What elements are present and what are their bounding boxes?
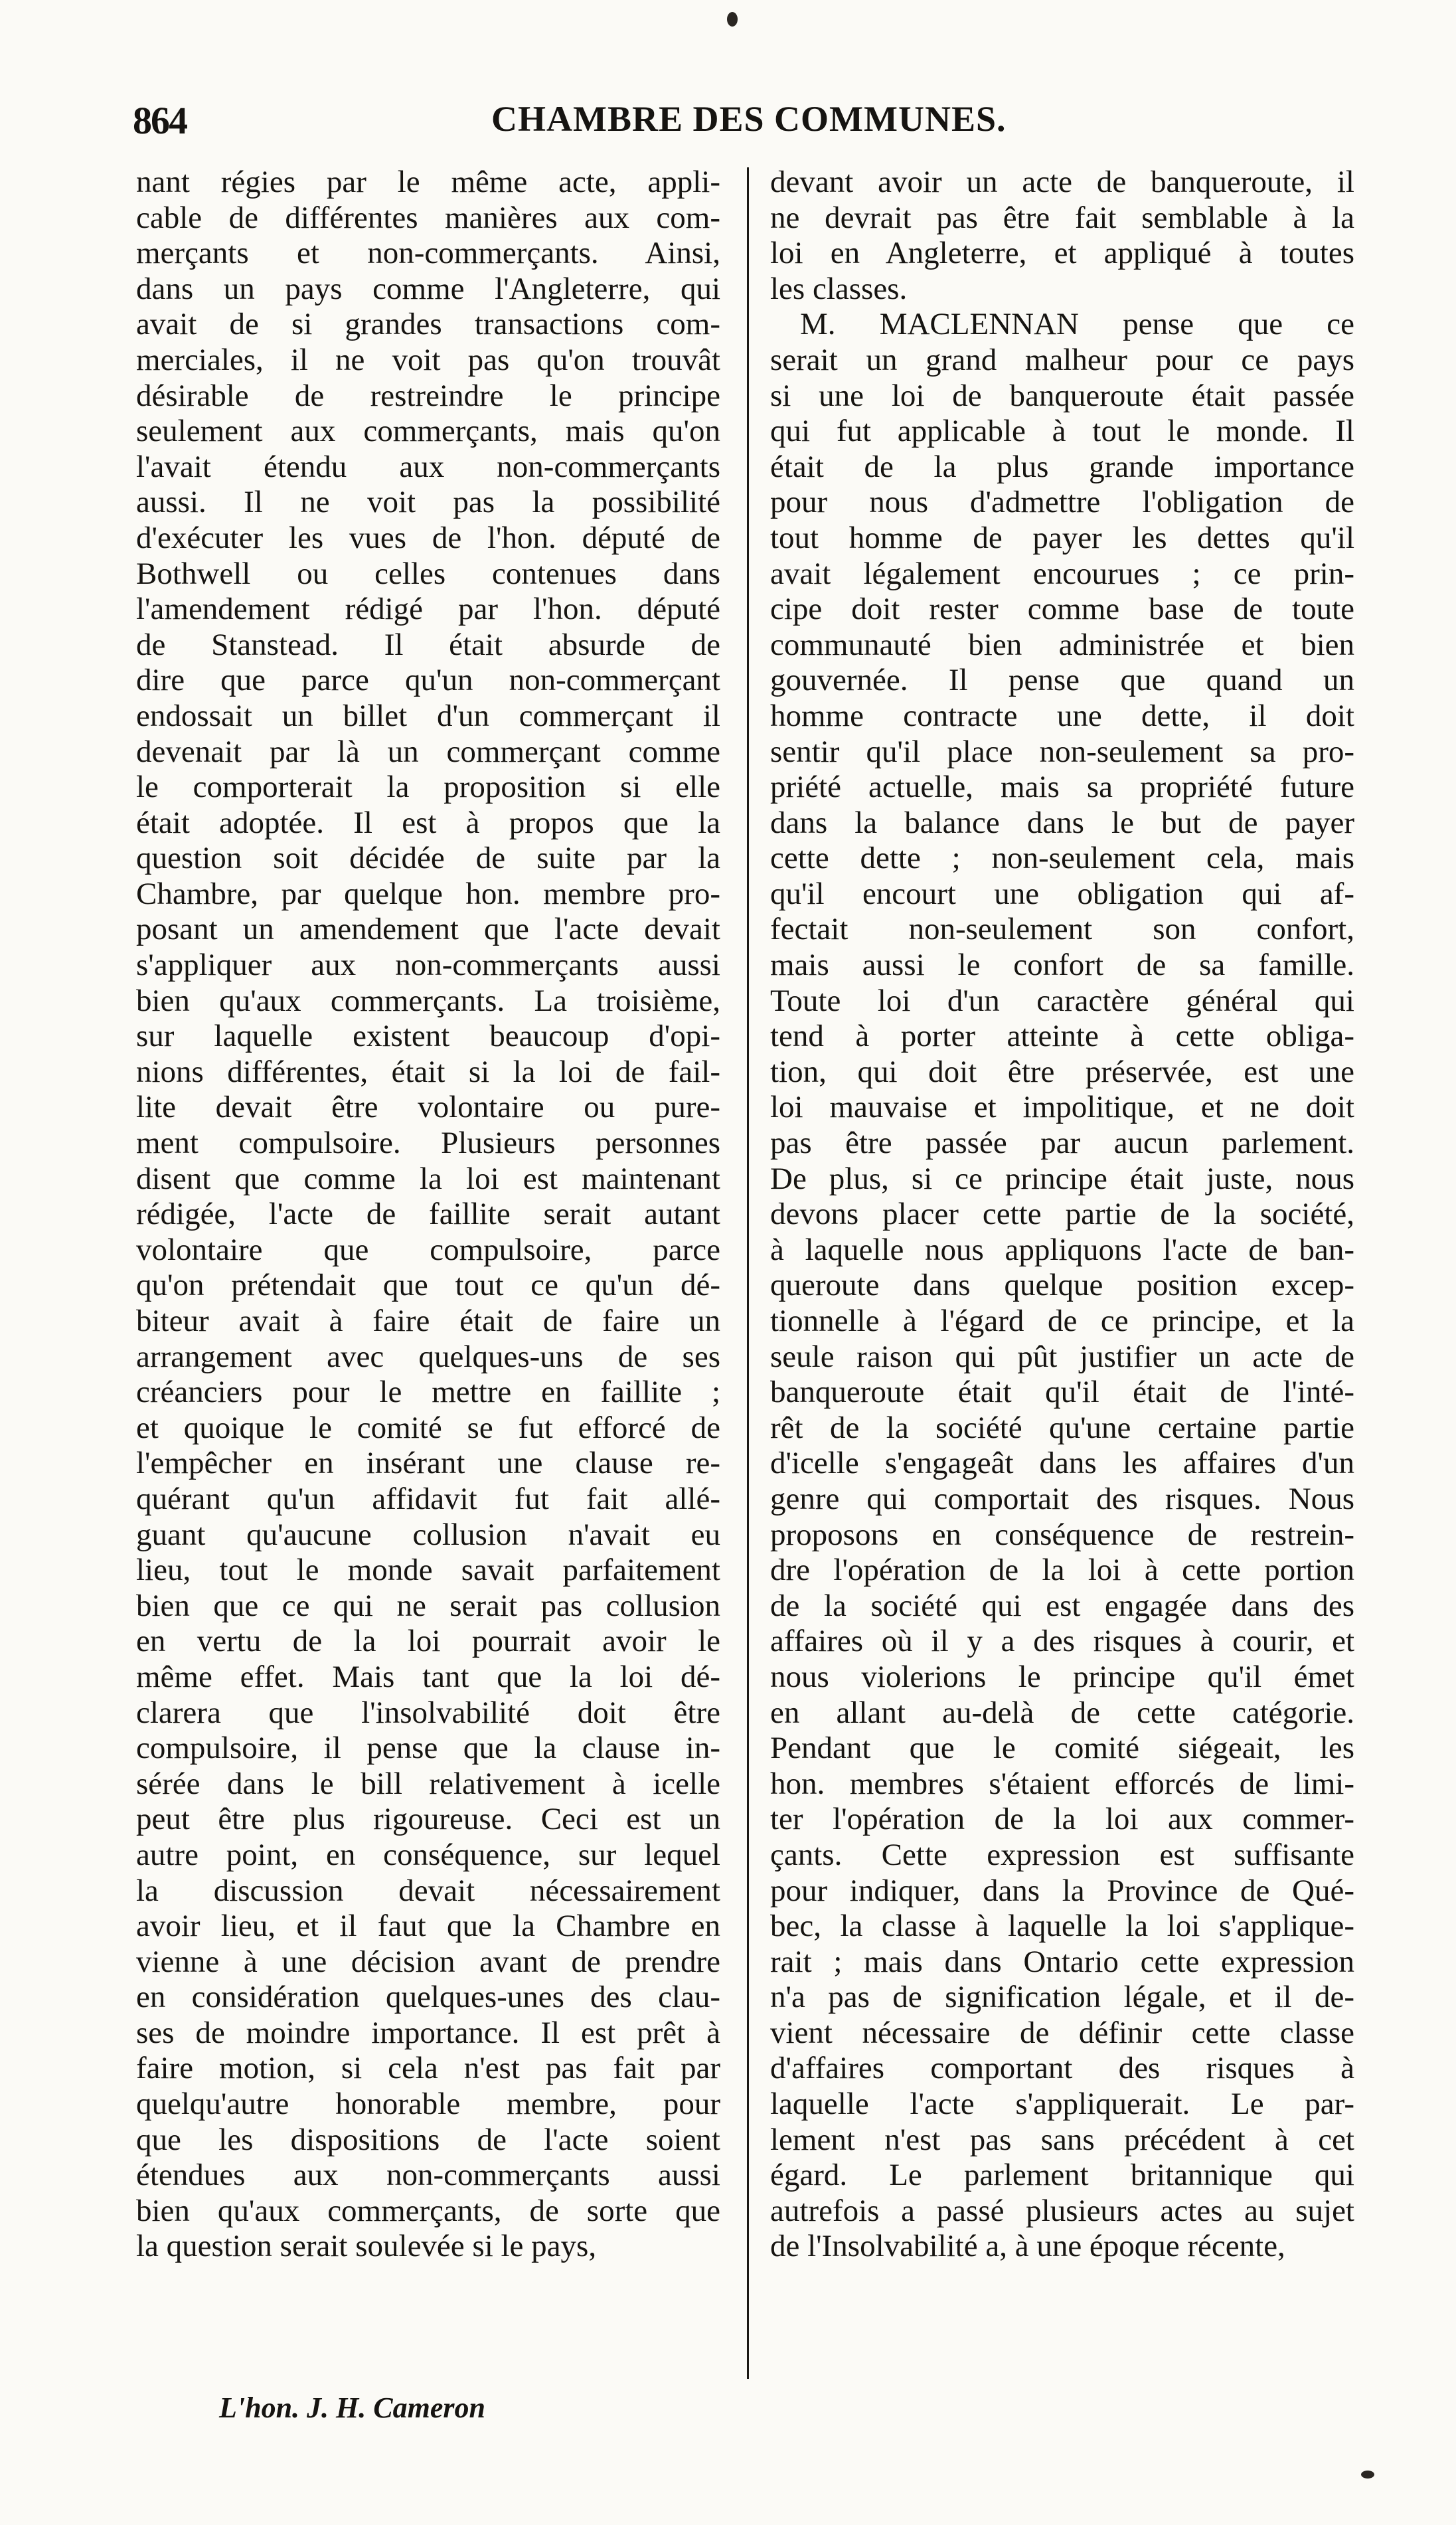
text-line: nous violerions le principe qu'il émet bbox=[770, 1659, 1354, 1694]
text-line: dire que parce qu'un non-commerçant bbox=[136, 663, 720, 698]
right-column bbox=[770, 165, 1354, 2265]
text-line: l'amendement rédigé par l'hon. député bbox=[136, 592, 720, 627]
text-line: en considération quelques-unes des clau- bbox=[136, 1980, 720, 2015]
text-line: rait ; mais dans Ontario cette expression bbox=[770, 1944, 1354, 1979]
text-line: pour nous d'admettre l'obligation de bbox=[770, 485, 1354, 520]
text-line: lieu, tout le monde savait parfaitement bbox=[136, 1553, 720, 1588]
page-number: 864 bbox=[133, 99, 187, 142]
text-line: quelqu'autre honorable membre, pour bbox=[136, 2087, 720, 2122]
text-line: était adoptée. Il est à propos que la bbox=[136, 805, 720, 840]
text-line: d'icelle s'engageât dans les affaires d'un bbox=[770, 1446, 1354, 1481]
text-line: qu'il encourt une obligation qui af- bbox=[770, 876, 1354, 911]
text-line: çants. Cette expression est suffisante bbox=[770, 1837, 1354, 1872]
text-line: bien qu'aux commerçants, de sorte que bbox=[136, 2193, 720, 2228]
text-line: la discussion devait nécessairement bbox=[136, 1873, 720, 1908]
text-line: banqueroute était qu'il était de l'inté- bbox=[770, 1375, 1354, 1410]
text-line: en vertu de la loi pourrait avoir le bbox=[136, 1624, 720, 1659]
text-line: d'affaires comportant des risques à bbox=[770, 2051, 1354, 2086]
text-line: homme contracte une dette, il doit bbox=[770, 698, 1354, 733]
text-line: arrangement avec quelques-uns de ses bbox=[136, 1339, 720, 1374]
text-line: serait un grand malheur pour ce pays bbox=[770, 342, 1354, 377]
text-line: que les dispositions de l'acte soient bbox=[136, 2122, 720, 2157]
text-line: autrefois a passé plusieurs actes au sujet bbox=[770, 2193, 1354, 2228]
text-line: lement n'est pas sans précédent à cet bbox=[770, 2122, 1354, 2157]
text-line: mais aussi le confort de sa famille. bbox=[770, 948, 1354, 983]
text-line: qui fut applicable à tout le monde. Il bbox=[770, 414, 1354, 449]
text-line: sentir qu'il place non-seulement sa pro- bbox=[770, 734, 1354, 769]
text-line: fectait non-seulement son confort, bbox=[770, 912, 1354, 947]
ink-speck bbox=[1361, 2471, 1374, 2479]
text-line: cette dette ; non-seulement cela, mais bbox=[770, 841, 1354, 876]
text-line: bien que ce qui ne serait pas collusion bbox=[136, 1588, 720, 1623]
text-line: créanciers pour le mettre en faillite ; bbox=[136, 1375, 720, 1410]
footer-speaker-note: L'hon. J. H. Cameron bbox=[219, 2392, 485, 2424]
text-line: avoir lieu, et il faut que la Chambre en bbox=[136, 1909, 720, 1944]
text-line: aussi. Il ne voit pas la possibilité bbox=[136, 485, 720, 520]
text-line: rédigée, l'acte de faillite serait autant bbox=[136, 1197, 720, 1232]
text-line: biteur avait à faire était de faire un bbox=[136, 1304, 720, 1338]
text-line: n'a pas de signification légale, et il de- bbox=[770, 1980, 1354, 2015]
text-line: M. MACLENNAN pense que ce bbox=[800, 307, 1354, 342]
text-line: genre qui comportait des risques. Nous bbox=[770, 1481, 1354, 1516]
text-line: cipe doit rester comme base de toute bbox=[770, 592, 1354, 627]
left-column bbox=[136, 165, 720, 2265]
running-header: CHAMBRE DES COMMUNES. bbox=[491, 99, 1007, 139]
text-line: dre l'opération de la loi à cette portion bbox=[770, 1553, 1354, 1588]
text-line: avait de si grandes transactions com- bbox=[136, 307, 720, 342]
text-line: ter l'opération de la loi aux commer- bbox=[770, 1802, 1354, 1837]
text-line: clarera que l'insolvabilité doit être bbox=[136, 1695, 720, 1730]
text-line: ment compulsoire. Plusieurs personnes bbox=[136, 1126, 720, 1161]
text-line: qu'on prétendait que tout ce qu'un dé- bbox=[136, 1268, 720, 1303]
text-line: seulement aux commerçants, mais qu'on bbox=[136, 414, 720, 449]
column-divider bbox=[747, 167, 749, 2379]
text-line: autre point, en conséquence, sur lequel bbox=[136, 1837, 720, 1872]
text-line: et quoique le comité se fut efforcé de bbox=[136, 1410, 720, 1445]
text-line: égard. Le parlement britannique qui bbox=[770, 2158, 1354, 2193]
text-line: seule raison qui pût justifier un acte de bbox=[770, 1339, 1354, 1374]
text-line: nions différentes, était si la loi de fail- bbox=[136, 1054, 720, 1089]
text-line: disent que comme la loi est maintenant bbox=[136, 1161, 720, 1196]
text-line: vienne à une décision avant de prendre bbox=[136, 1944, 720, 1979]
text-line: communauté bien administrée et bien bbox=[770, 627, 1354, 662]
text-line: cable de différentes manières aux com- bbox=[136, 200, 720, 235]
text-line: ses de moindre importance. Il est prêt à bbox=[136, 2015, 720, 2050]
text-line: loi mauvaise et impolitique, et ne doit bbox=[770, 1090, 1354, 1125]
text-line: loi en Angleterre, et appliqué à toutes bbox=[770, 236, 1354, 271]
text-line: posant un amendement que l'acte devait bbox=[136, 912, 720, 947]
text-line: sur laquelle existent beaucoup d'opi- bbox=[136, 1019, 720, 1054]
text-line: laquelle l'acte s'appliquerait. Le par- bbox=[770, 2087, 1354, 2122]
text-line: l'empêcher en insérant une clause re- bbox=[136, 1446, 720, 1481]
text-line: bec, la classe à laquelle la loi s'applique- bbox=[770, 1909, 1354, 1944]
text-line: à laquelle nous appliquons l'acte de ban- bbox=[770, 1232, 1354, 1267]
text-line: pas être passée par aucun parlement. bbox=[770, 1126, 1354, 1161]
text-line: queroute dans quelque position excep- bbox=[770, 1268, 1354, 1303]
text-line: si une loi de banqueroute était passée bbox=[770, 378, 1354, 413]
text-line: les classes. bbox=[770, 271, 908, 306]
text-line: Bothwell ou celles contenues dans bbox=[136, 556, 720, 591]
text-line: de l'Insolvabilité a, à une époque récente, bbox=[770, 2229, 1285, 2264]
text-line: priété actuelle, mais sa propriété future bbox=[770, 770, 1354, 805]
text-line: faire motion, si cela n'est pas fait par bbox=[136, 2051, 720, 2086]
text-line: endossait un billet d'un commerçant il bbox=[136, 698, 720, 733]
text-line: devons placer cette partie de la société, bbox=[770, 1197, 1354, 1232]
text-line: volontaire que compulsoire, parce bbox=[136, 1232, 720, 1267]
text-line: hon. membres s'étaient efforcés de limi- bbox=[770, 1766, 1354, 1801]
text-line: tout homme de payer les dettes qu'il bbox=[770, 520, 1354, 555]
text-line: d'exécuter les vues de l'hon. député de bbox=[136, 520, 720, 555]
text-line: devenait par là un commerçant comme bbox=[136, 734, 720, 769]
text-line: la question serait soulevée si le pays, bbox=[136, 2229, 597, 2264]
text-line: était de la plus grande importance bbox=[770, 449, 1354, 484]
text-line: de Stanstead. Il était absurde de bbox=[136, 627, 720, 662]
text-line: le comporterait la proposition si elle bbox=[136, 770, 720, 805]
text-line: devant avoir un acte de banqueroute, il bbox=[770, 165, 1354, 199]
text-line: dans un pays comme l'Angleterre, qui bbox=[136, 271, 720, 306]
text-line: rêt de la société qu'une certaine partie bbox=[770, 1410, 1354, 1445]
text-line: tend à porter atteinte à cette obliga- bbox=[770, 1019, 1354, 1054]
text-line: lite devait être volontaire ou pure- bbox=[136, 1090, 720, 1125]
text-line: en allant au-delà de cette catégorie. bbox=[770, 1695, 1354, 1730]
text-line: guant qu'aucune collusion n'avait eu bbox=[136, 1517, 720, 1552]
text-line: pour indiquer, dans la Province de Qué- bbox=[770, 1873, 1354, 1908]
text-line: Toute loi d'un caractère général qui bbox=[770, 983, 1354, 1018]
text-line: De plus, si ce principe était juste, nous bbox=[770, 1161, 1354, 1196]
text-line: désirable de restreindre le principe bbox=[136, 378, 720, 413]
text-line: sérée dans le bill relativement à icelle bbox=[136, 1766, 720, 1801]
text-line: quérant qu'un affidavit fut fait allé- bbox=[136, 1481, 720, 1516]
text-line: avait légalement encourues ; ce prin- bbox=[770, 556, 1354, 591]
text-line: bien qu'aux commerçants. La troisième, bbox=[136, 983, 720, 1018]
text-line: merciales, il ne voit pas qu'on trouvât bbox=[136, 342, 720, 377]
ink-speck bbox=[727, 12, 738, 27]
text-line: Pendant que le comité siégeait, les bbox=[770, 1731, 1354, 1766]
text-line: l'avait étendu aux non-commerçants bbox=[136, 449, 720, 484]
text-line: tion, qui doit être préservée, est une bbox=[770, 1054, 1354, 1089]
text-line: Chambre, par quelque hon. membre pro- bbox=[136, 876, 720, 911]
text-line: question soit décidée de suite par la bbox=[136, 841, 720, 876]
text-line: merçants et non-commerçants. Ainsi, bbox=[136, 236, 720, 271]
text-line: s'appliquer aux non-commerçants aussi bbox=[136, 948, 720, 983]
text-line: de la société qui est engagée dans des bbox=[770, 1588, 1354, 1623]
text-line: proposons en conséquence de restrein- bbox=[770, 1517, 1354, 1552]
text-line: peut être plus rigoureuse. Ceci est un bbox=[136, 1802, 720, 1837]
text-line: gouvernée. Il pense que quand un bbox=[770, 663, 1354, 698]
text-line: ne devrait pas être fait semblable à la bbox=[770, 200, 1354, 235]
text-line: étendues aux non-commerçants aussi bbox=[136, 2158, 720, 2193]
text-line: vient nécessaire de définir cette classe bbox=[770, 2015, 1354, 2050]
text-line: nant régies par le même acte, appli- bbox=[136, 165, 720, 199]
text-line: compulsoire, il pense que la clause in- bbox=[136, 1731, 720, 1766]
text-line: tionnelle à l'égard de ce principe, et la bbox=[770, 1304, 1354, 1338]
text-line: affaires où il y a des risques à courir, et bbox=[770, 1624, 1354, 1659]
text-line: même effet. Mais tant que la loi dé- bbox=[136, 1659, 720, 1694]
text-line: dans la balance dans le but de payer bbox=[770, 805, 1354, 840]
